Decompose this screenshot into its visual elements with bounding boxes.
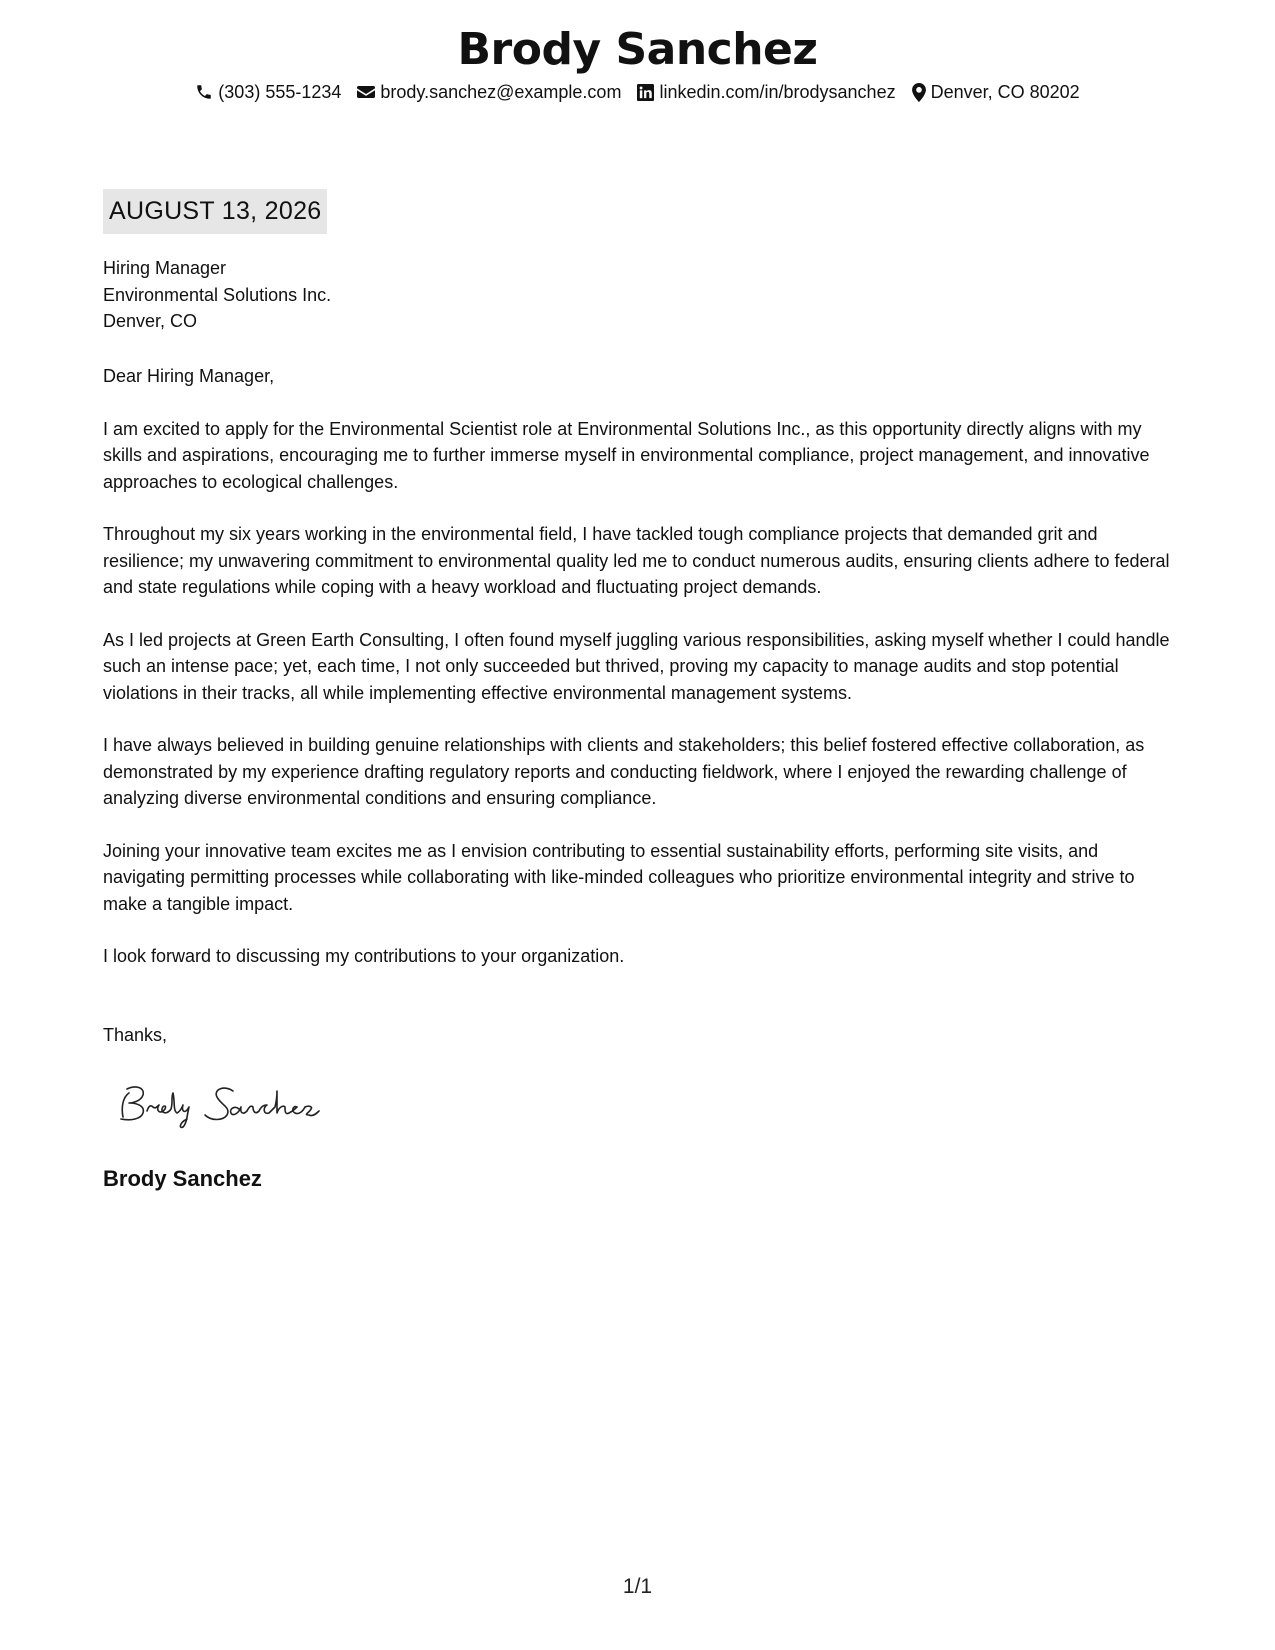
map-pin-icon <box>912 83 926 102</box>
contact-linkedin <box>637 80 895 104</box>
location-text: Denver, CO 80202 <box>930 82 1080 102</box>
body-paragraph: I have always believed in building genuine relationships with clients and stakeholders; this belief fostered effective collaboration, as demonstrated by my experience drafting regulatory reports and conducting fieldwork, where I enjoyed the rewarding challenge of analyzing diverse environmental conditions and ensuring compliance. <box>103 735 1145 808</box>
letter-body <box>103 363 1183 996</box>
linkedin-icon <box>637 84 654 101</box>
body-paragraph: I look forward to discussing my contributions to your organization. <box>103 946 625 966</box>
phone-number: (303) 555-1234 <box>218 82 342 102</box>
handwritten-signature <box>115 1075 355 1135</box>
body-paragraph: Joining your innovative team excites me as I envision contributing to essential sustainability efforts, performing site visits, and navigating permitting processes while collaborating with like-minded colleagues who prioritize environmental integrity and strive to make a tangible impact. <box>103 840 1135 914</box>
linkedin-url: linkedin.com/in/brodysanchez <box>659 82 896 102</box>
contact-location <box>912 80 1080 104</box>
phone-icon <box>195 83 213 101</box>
recipient-title: Hiring Manager <box>103 258 227 278</box>
contact-info-row <box>0 80 1275 104</box>
contact-phone <box>195 80 341 104</box>
page-number: 1/1 <box>622 1575 653 1598</box>
recipient-block <box>103 255 331 335</box>
recipient-company: Environmental Solutions Inc. <box>103 284 332 305</box>
envelope-icon <box>357 84 375 100</box>
body-paragraph: Throughout my six years working in the environmental field, I have tackled tough compliance projects that demanded grit and resilience; my unwavering commitment to environmental quality led me to conduct numerous audits, ensuring clients adhere to federal and state regulations while coping with a heavy workload and fluctuating project demands. <box>103 524 1170 597</box>
body-paragraph: I am excited to apply for the Environmental Scientist role at Environmental Solutions Inc., as this opportunity directly aligns with my skills and aspirations, encouraging me to further immerse myself in environmental compliance, project management, and innovative approaches to ecological challenges. <box>103 418 1150 492</box>
body-paragraph: As I led projects at Green Earth Consulting, I often found myself juggling various responsibilities, asking myself whether I could handle such an intense pace; yet, each time, I not only succeeded but thrived, proving my capacity to manage audits and stop potential violations in their tracks, all while implementing effective environmental management systems. <box>103 629 1170 703</box>
contact-email <box>357 80 621 104</box>
applicant-name-heading: Brody Sanchez <box>457 24 818 75</box>
signer-name: Brody Sanchez <box>103 1166 262 1191</box>
email-address: brody.sanchez@example.com <box>380 82 622 102</box>
recipient-city: Denver, CO <box>103 311 198 331</box>
closing-line: Thanks, <box>103 1025 168 1045</box>
letter-date: AUGUST 13, 2026 <box>103 189 327 234</box>
salutation: Dear Hiring Manager, <box>103 366 275 386</box>
